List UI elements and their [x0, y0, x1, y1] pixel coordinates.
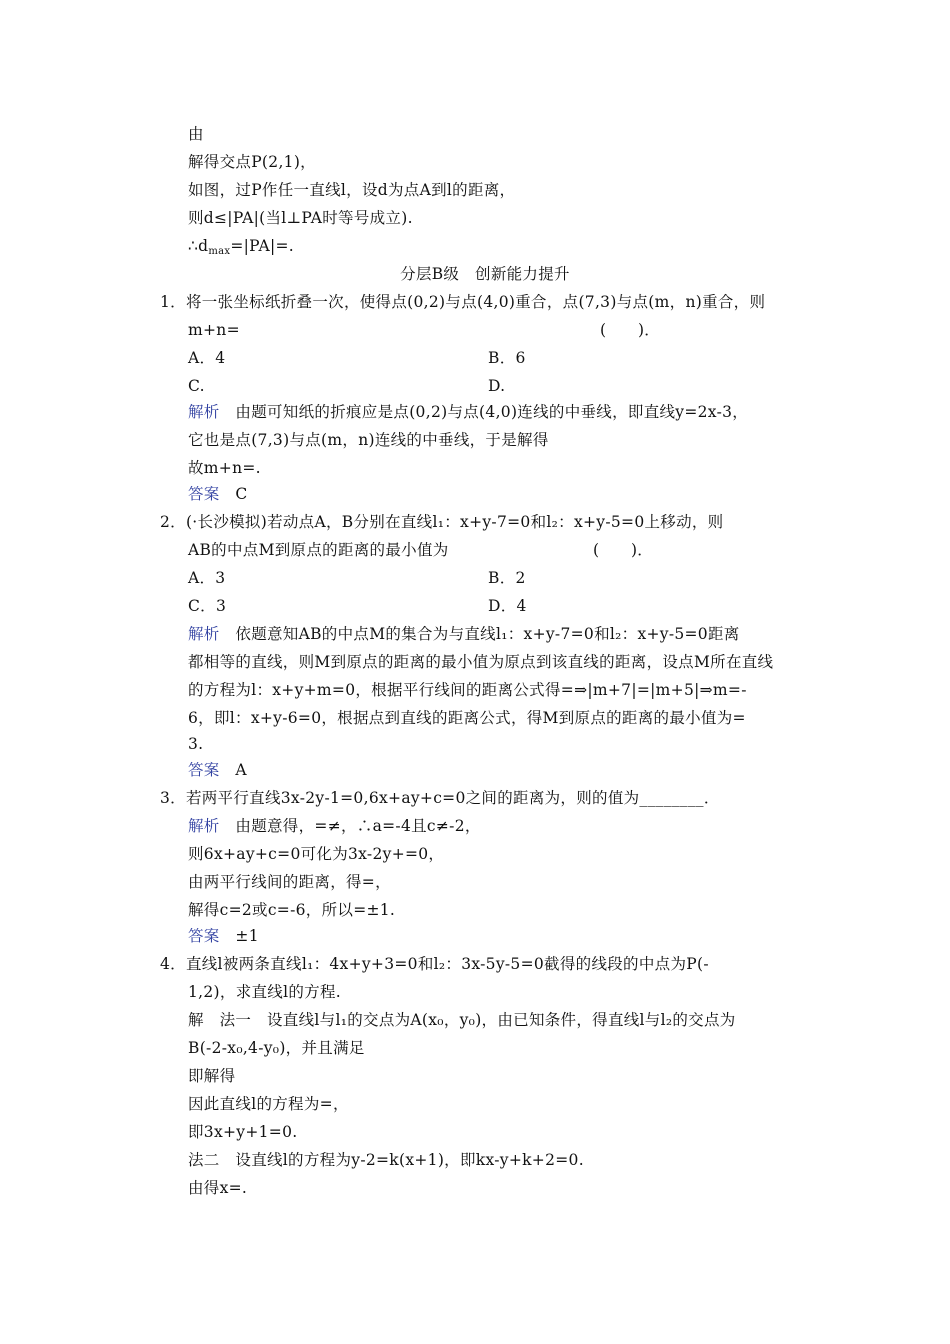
q2-answer-value: A: [219, 761, 247, 779]
q4-solution-line-4: 因此直线l的方程为=，: [188, 1095, 349, 1113]
q1-option-b: B．6: [488, 349, 526, 367]
q2-solution-line-5: 3.: [188, 735, 204, 753]
q3-solution-line-3: 由两平行线间的距离，得=，: [188, 873, 391, 891]
dmax-subscript: max: [208, 246, 231, 257]
dmax-value: =|PA|=.: [230, 237, 295, 255]
q2-daan-label: 答案: [188, 761, 220, 779]
q2-solution-line-3: 的方程为l：x+y+m=0，根据平行线间的距离公式得=⇒|m+7|=|m+5|⇒m=-: [188, 681, 747, 699]
q4-solution-line-3: 即解得: [188, 1067, 236, 1085]
q1-answer-paren: ( )．: [600, 321, 661, 339]
q3-daan-label: 答案: [188, 927, 220, 945]
section-title: 分层B级 创新能力提升: [400, 265, 570, 283]
q4-solution-line-6: 法二 设直线l的方程为y-2=k(x+1)，即kx-y+k+2=0.: [188, 1151, 584, 1169]
q4-solution-line-7: 由得x=.: [188, 1179, 248, 1197]
q4-solution-line-5: 即3x+y+1=0.: [188, 1123, 298, 1141]
q3-jiexi-label: 解析: [188, 817, 220, 835]
q2-answer-line: [188, 760, 247, 780]
q1-option-d: D.: [488, 377, 506, 395]
q1-solution-line-3: 故m+n=.: [188, 459, 261, 477]
q2-solution-line-4: 6，即l：x+y-6=0，根据点到直线的距离公式，得M到原点的距离的最小值为=: [188, 709, 746, 727]
q2-stem-line-1: 2．(·长沙模拟)若动点A，B分别在直线l₁：x+y-7=0和l₂：x+y-5=0上移动，则: [160, 513, 724, 531]
q2-jiexi-label: 解析: [188, 625, 220, 643]
q1-solution-text-1: 由题可知纸的折痕应是点(0,2)与点(4,0)连线的中垂线，即直线y=2x-3，: [219, 403, 749, 421]
q3-solution-line-4: 解得c=2或c=-6，所以=±1.: [188, 901, 396, 919]
q2-solution-line-2: 都相等的直线，则M到原点的距离的最小值为原点到该直线的距离，设点M所在直线: [188, 653, 774, 671]
preamble-line-2: 解得交点P(2,1)，: [188, 153, 316, 171]
preamble-line-4: 则d≤|PA|(当l⊥PA时等号成立).: [188, 209, 413, 227]
q3-solution-text-1: 由题意得，=≠，∴a=-4且c≠-2，: [219, 817, 481, 835]
q1-jiexi-label: 解析: [188, 403, 220, 421]
q2-stem-line-2: AB的中点M到原点的距离的最小值为: [188, 541, 449, 559]
q3-stem-line-1: 3．若两平行直线3x-2y-1=0,6x+ay+c=0之间的距离为，则的值为________．: [160, 789, 720, 807]
q2-option-c: C．3: [188, 597, 227, 615]
q4-stem-line-2: 1,2)，求直线l的方程.: [188, 983, 341, 1001]
q1-solution-line-1: [188, 402, 748, 422]
q2-solution-line-1: [188, 624, 740, 644]
q4-stem-line-1: 4．直线l被两条直线l₁：4x+y+3=0和l₂：3x-5y-5=0截得的线段的中点为P(-: [160, 955, 709, 973]
q3-solution-line-1: [188, 816, 481, 836]
preamble-line-3: 如图，过P作任一直线l，设d为点A到l的距离，: [188, 181, 516, 199]
q3-answer-value: ±1: [219, 927, 259, 945]
dmax-symbol: ∴d: [188, 237, 209, 255]
q1-stem-line-2: m+n=: [188, 321, 240, 339]
preamble-line-5: [188, 236, 294, 262]
q1-option-a: A．4: [188, 349, 226, 367]
q3-answer-line: [188, 926, 259, 946]
q1-stem-line-1: 1．将一张坐标纸折叠一次，使得点(0,2)与点(4,0)重合，点(7,3)与点(m，n)重合，则: [160, 293, 766, 311]
q1-daan-label: 答案: [188, 485, 220, 503]
q2-solution-text-1: 依题意知AB的中点M的集合为与直线l₁：x+y-7=0和l₂：x+y-5=0距离: [219, 625, 740, 643]
q3-solution-line-2: 则6x+ay+c=0可化为3x-2y+=0，: [188, 845, 445, 863]
q4-solution-line-2: B(-2-x₀,4-y₀)，并且满足: [188, 1039, 365, 1057]
q1-option-c: C.: [188, 377, 205, 395]
q2-option-a: A．3: [188, 569, 226, 587]
preamble-line-1: 由: [188, 125, 204, 143]
q2-answer-paren: ( )．: [593, 541, 654, 559]
q1-answer-line: [188, 484, 248, 504]
q4-solution-line-1: 解 法一 设直线l与l₁的交点为A(x₀，y₀)，由已知条件，得直线l与l₂的交点为: [188, 1011, 736, 1029]
q2-option-b: B．2: [488, 569, 526, 587]
q1-answer-value: C: [219, 485, 248, 503]
q1-solution-line-2: 它也是点(7,3)与点(m，n)连线的中垂线，于是解得: [188, 431, 549, 449]
q2-option-d: D．4: [488, 597, 527, 615]
